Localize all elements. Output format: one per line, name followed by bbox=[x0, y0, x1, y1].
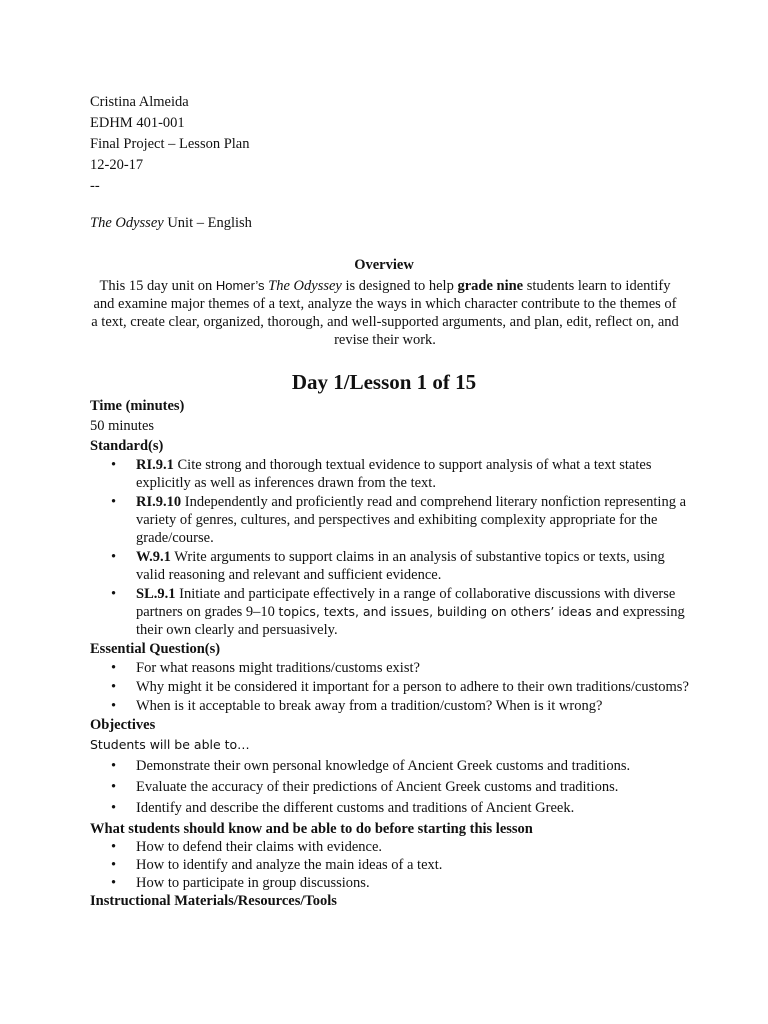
list-item: • Why might it be considered it important for a person to adhere to their own traditions/customs? bbox=[111, 679, 689, 695]
author-name: Cristina Almeida bbox=[90, 94, 189, 110]
objectives-lead: Students will be able to… bbox=[90, 737, 250, 752]
standards-heading: Standard(s) bbox=[90, 438, 164, 454]
list-item: • SL.9.1 Initiate and participate effectively in a range of collaborative discussions with diverse partners on grades 9–10 topics, texts, and issues, building on others’ ideas and expressing their own clearly and persuasively. bbox=[111, 586, 685, 638]
overview-paragraph: This 15 day unit on Homer’s The Odyssey is designed to help grade nine students learn to identify and examine major themes of a text, analyze the ways in which character contribute to the themes of a text, create clear, organized, thorough, and well-supported arguments, and plan, edit, reflect on, and revise their work. bbox=[91, 278, 679, 348]
list-item: • Evaluate the accuracy of their predictions of Ancient Greek customs and traditions. bbox=[111, 779, 619, 795]
document-date: 12-20-17 bbox=[90, 157, 144, 173]
materials-heading: Instructional Materials/Resources/Tools bbox=[90, 893, 337, 909]
list-item: • How to identify and analyze the main ideas of a text. bbox=[111, 857, 443, 873]
objectives-heading: Objectives bbox=[90, 717, 156, 733]
list-item: • RI.9.10 Independently and proficiently read and comprehend literary nonfiction representing a variety of genres, cultures, and perspectives and exhibiting complexity appropriate for the grade/course. bbox=[111, 494, 687, 546]
course-code: EDHM 401-001 bbox=[90, 115, 185, 131]
header-separator: -- bbox=[90, 178, 100, 194]
prior-knowledge-heading: What students should know and be able to do before starting this lesson bbox=[90, 821, 533, 837]
unit-title-rest: Unit – English bbox=[163, 215, 252, 231]
time-heading: Time (minutes) bbox=[90, 398, 185, 414]
essential-questions-list bbox=[90, 659, 690, 715]
standards-list bbox=[90, 456, 690, 639]
list-item: • How to participate in group discussions. bbox=[111, 875, 370, 891]
lesson-body bbox=[90, 397, 690, 910]
essential-questions-heading: Essential Question(s) bbox=[90, 641, 221, 657]
list-item: • For what reasons might traditions/customs exist? bbox=[111, 660, 420, 676]
day-title: Day 1/Lesson 1 of 15 bbox=[291, 370, 477, 394]
list-item: • RI.9.1 Cite strong and thorough textual evidence to support analysis of what a text states explicitly as well as inferences drawn from the text. bbox=[111, 457, 652, 491]
time-value: 50 minutes bbox=[90, 418, 155, 434]
overview-heading: Overview bbox=[354, 257, 414, 273]
unit-title-italic: The Odyssey bbox=[90, 215, 164, 231]
list-item: • When is it acceptable to break away from a tradition/custom? When is it wrong? bbox=[111, 698, 603, 714]
list-item: • Identify and describe the different customs and traditions of Ancient Greek. bbox=[111, 800, 575, 816]
list-item: • Demonstrate their own personal knowledge of Ancient Greek customs and traditions. bbox=[111, 758, 631, 774]
prior-knowledge-list bbox=[90, 838, 690, 892]
assignment-title: Final Project – Lesson Plan bbox=[90, 136, 250, 152]
list-item: • How to defend their claims with evidence. bbox=[111, 839, 383, 855]
objectives-list bbox=[90, 757, 690, 817]
header-block bbox=[90, 92, 250, 197]
list-item: • W.9.1 Write arguments to support claims in an analysis of substantive topics or texts, using valid reasoning and relevant and sufficient evidence. bbox=[111, 549, 665, 583]
unit-title bbox=[90, 215, 252, 232]
